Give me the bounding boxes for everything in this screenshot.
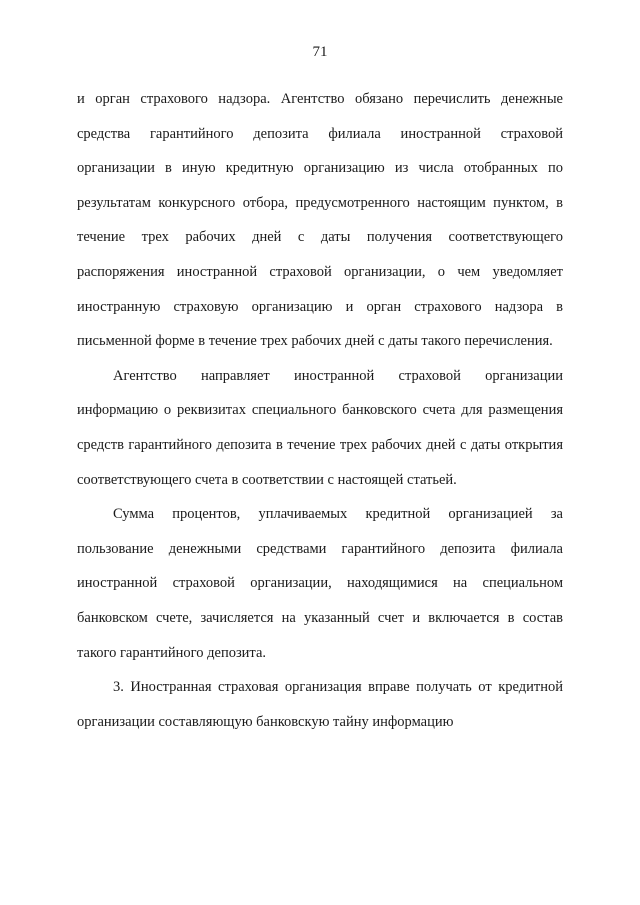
document-body	[77, 82, 563, 739]
paragraph-interest-sum: Сумма процентов, уплачиваемых кредитной организацией за пользование денежными средствами гарантийного депозита филиала иностранной страховой организации, находящимися на специальном банковском счете, зачисляется на указанный счет и включается в состав такого гарантийного депозита.	[77, 506, 563, 661]
page-number: 71	[312, 44, 328, 60]
paragraph-continuation: и орган страхового надзора. Агентство обязано перечислить денежные средства гарантийного депозита филиала иностранной страховой организации в иную кредитную организацию из числа отобранных по результатам конкурсного отбора, предусмотренного настоящим пунктом, в течение трех рабочих дней с даты получения соответствующего распоряжения иностранной страховой организации, о чем уведомляет иностранную страховую организацию и орган страхового надзора в письменной форме в течение трех рабочих дней с даты такого перечисления.	[77, 91, 563, 350]
paragraph-agency-notification: Агентство направляет иностранной страховой организации информацию о реквизитах специального банковского счета для размещения средств гарантийного депозита в течение трех рабочих дней с даты открытия соответствующего счета в соответствии с настоящей статьей.	[77, 367, 563, 488]
paragraph-item-3: 3. Иностранная страховая организация вправе получать от кредитной организации составляющую банковскую тайну информацию	[77, 679, 563, 730]
